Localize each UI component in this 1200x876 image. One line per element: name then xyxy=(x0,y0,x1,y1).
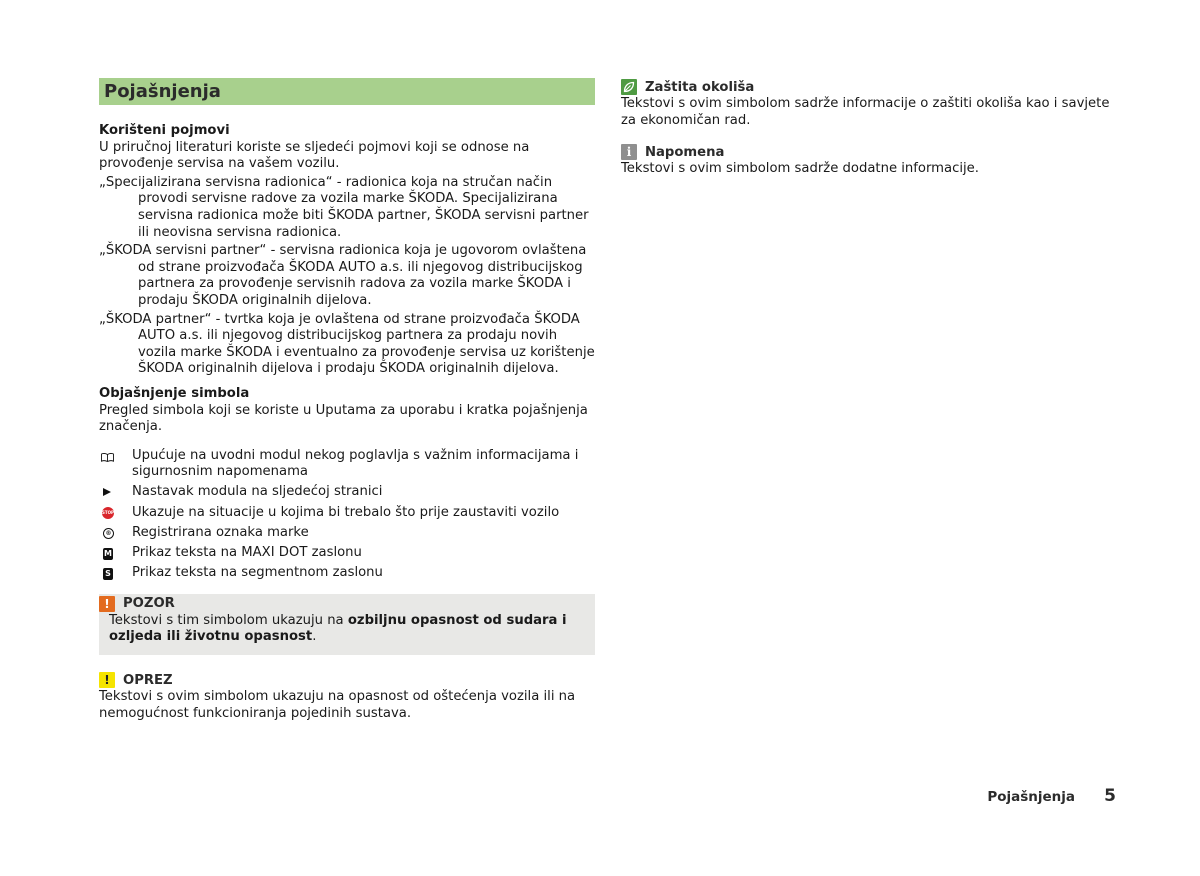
symbol-row-segment xyxy=(99,565,595,582)
right-column xyxy=(621,78,1111,178)
definition-service-partner: „ŠKODA servisni partner“ - servisna radionica koja je ugovorom ovlaštena od strane proizvođača ŠKODA AUTO a.s. ili njegovog distribucijskog partnera za provođenje servisnih radova za vozila marke ŠKODA i prodaju ŠKODA originalnih dijelova. xyxy=(99,243,587,308)
definition-skoda-partner: „ŠKODA partner“ - tvrtka koja je ovlaštena od strane proizvođača ŠKODA AUTO a.s. ili njegovog distribucijskog partnera za prodaju novih vozila marke ŠKODA i eventualno za provođenje servisa uz korištenje ŠKODA originalnih dijelova i prodaju ŠKODA originalnih dijelova. xyxy=(99,311,595,377)
caution-text: Tekstovi s ovim simbolom ukazuju na opasnost od oštećenja vozila ili na nemogućnost funkcioniranja pojedinih sustava. xyxy=(99,689,576,721)
symbol-row-intro-module xyxy=(99,448,595,481)
warning-box xyxy=(99,594,595,655)
warning-text-start: Tekstovi s tim simbolom ukazuju na xyxy=(109,612,348,628)
symbol-row-maxi-dot xyxy=(99,545,595,562)
symbols-intro: Pregled simbola koji se koriste u Uputama za uporabu i kratka pojašnjenja značenja. xyxy=(99,402,588,435)
maxi-dot-icon: M xyxy=(104,548,112,558)
play-triangle-icon xyxy=(103,488,111,496)
page-number: 5 xyxy=(1104,786,1116,806)
warning-text-emphasis: ozbiljnu opasnost od sudara i ozljeda ili životnu opasnost xyxy=(109,612,567,645)
symbols-heading: Objašnjenje simbola xyxy=(99,385,250,401)
section-title: Pojašnjenja xyxy=(99,78,595,105)
environment-text: Tekstovi s ovim simbolom sadrže informacije o zaštiti okoliša kao i savjete za ekonomičan rad. xyxy=(621,96,1110,128)
caution-title: OPREZ xyxy=(123,672,173,688)
caution-icon: ! xyxy=(99,672,115,688)
symbol-text: Ukazuje na situacije u kojima bi trebalo što prije zaustaviti vozilo xyxy=(132,504,560,520)
definition-specialized-workshop: „Specijalizirana servisna radionica“ - radionica koja na stručan način provodi servisne radove za vozila marke ŠKODA. Specijalizirana servisna radionica može biti ŠKODA partner, ŠKODA servisni partner ili neovisna servisna radionica. xyxy=(99,174,589,240)
note-text: Tekstovi s ovim simbolom sadrže dodatne informacije. xyxy=(621,161,979,177)
symbol-row-continue xyxy=(99,484,595,501)
warning-header xyxy=(99,595,585,613)
symbol-text: Prikaz teksta na MAXI DOT zaslonu xyxy=(132,545,362,561)
registered-mark-icon: ® xyxy=(103,528,114,539)
symbol-text: Registrirana oznaka marke xyxy=(132,524,309,540)
environment-header xyxy=(621,78,1111,96)
note-title: Napomena xyxy=(645,144,725,160)
warning-text-end: . xyxy=(312,629,317,645)
environment-title: Zaštita okoliša xyxy=(645,79,755,95)
symbol-text: Nastavak modula na sljedećoj stranici xyxy=(132,484,383,500)
symbol-row-stop xyxy=(99,505,595,522)
left-column xyxy=(99,78,595,722)
symbol-text: Prikaz teksta na segmentnom zaslonu xyxy=(132,565,383,581)
note-header xyxy=(621,143,1111,161)
warning-icon: ! xyxy=(99,596,115,612)
terms-heading: Korišteni pojmovi xyxy=(99,123,230,138)
terms-intro: U priručnoj literaturi koriste se sljedeći pojmovi koji se odnose na provođenje servisa na vašem vozilu. xyxy=(99,139,530,172)
segment-display-icon: S xyxy=(103,568,113,580)
info-icon: i xyxy=(621,144,637,160)
leaf-icon xyxy=(621,79,637,95)
warning-text xyxy=(99,613,585,646)
footer-section-label: Pojašnjenja xyxy=(987,789,1075,805)
caution-header xyxy=(99,671,595,689)
symbol-text: Upućuje na uvodni modul nekog poglavlja s važnim informacijama i sigurnosnim napomenama xyxy=(132,447,579,480)
warning-title: POZOR xyxy=(123,596,175,612)
symbol-row-registered xyxy=(99,525,595,542)
symbol-list xyxy=(99,448,595,582)
open-book-icon xyxy=(101,453,114,462)
stop-sign-icon: STOP xyxy=(102,507,114,519)
